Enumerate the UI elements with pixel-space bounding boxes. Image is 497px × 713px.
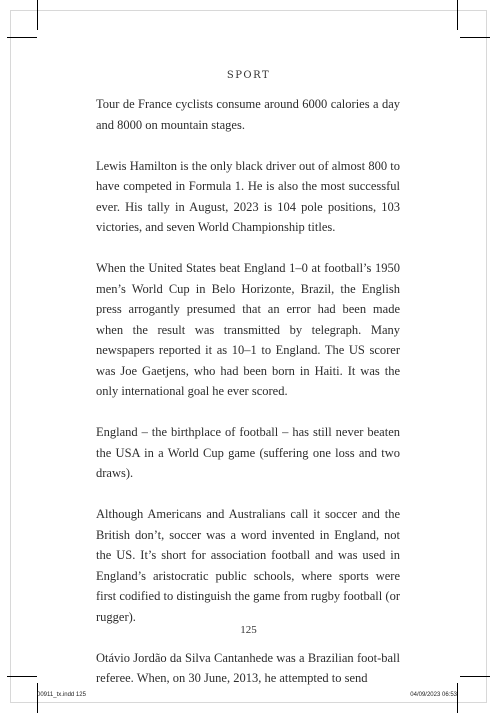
slug-file-info: 00911_tx.indd 125 (37, 692, 86, 698)
crop-mark-top-left-horizontal (7, 37, 37, 38)
crop-mark-top-right-horizontal (460, 37, 490, 38)
paragraph: England – the birthplace of football – has still never beaten the USA in a World Cup game (suffering one loss and two draws). (96, 425, 400, 480)
crop-mark-bottom-right-vertical (457, 683, 458, 713)
paragraph: Lewis Hamilton is the only black driver out of almost 800 to have competed in Formula 1. He is also the most successful ever. His tally in August, 2023 is 104 pole positions, 103 victories, and seven World Championship titles. (96, 158, 400, 234)
running-head: SPORT (226, 70, 271, 81)
page-number: 125 (240, 624, 257, 636)
paragraph: Otávio Jordão da Silva Cantanhede was a Brazilian foot-ball referee. When, on 30 June, 2013, he attempted to send (96, 650, 400, 685)
paragraph: When the United States beat England 1–0 at football’s 1950 men’s World Cup in Belo Horizonte, Brazil, the English press arrogantly presumed that an error had been made when the result was transmitted by telegraph. Many newspapers reported it as 10–1 to England. The US scorer was Joe Gaetjens, who had been born in Haiti. It was the only international goal he ever scored. (96, 261, 400, 398)
crop-mark-bottom-left-vertical (37, 683, 38, 713)
crop-mark-bottom-left-horizontal (7, 676, 37, 677)
paragraph: Tour de France cyclists consume around 6000 calories a day and 8000 on mountain stages. (96, 97, 400, 132)
slug-timestamp: 04/09/2023 06:53 (410, 692, 457, 698)
crop-mark-top-left-vertical (37, 0, 38, 30)
crop-mark-bottom-right-horizontal (460, 676, 490, 677)
paragraph: Although Americans and Australians call it soccer and the British don’t, soccer was a word invented in England, not the US. It’s short for association football and was used in England’s aristocratic public schools, where sports were first codified to distinguish the game from rugby football (or rugger). (96, 507, 400, 624)
body-text (96, 94, 400, 709)
crop-mark-top-right-vertical (457, 0, 458, 30)
